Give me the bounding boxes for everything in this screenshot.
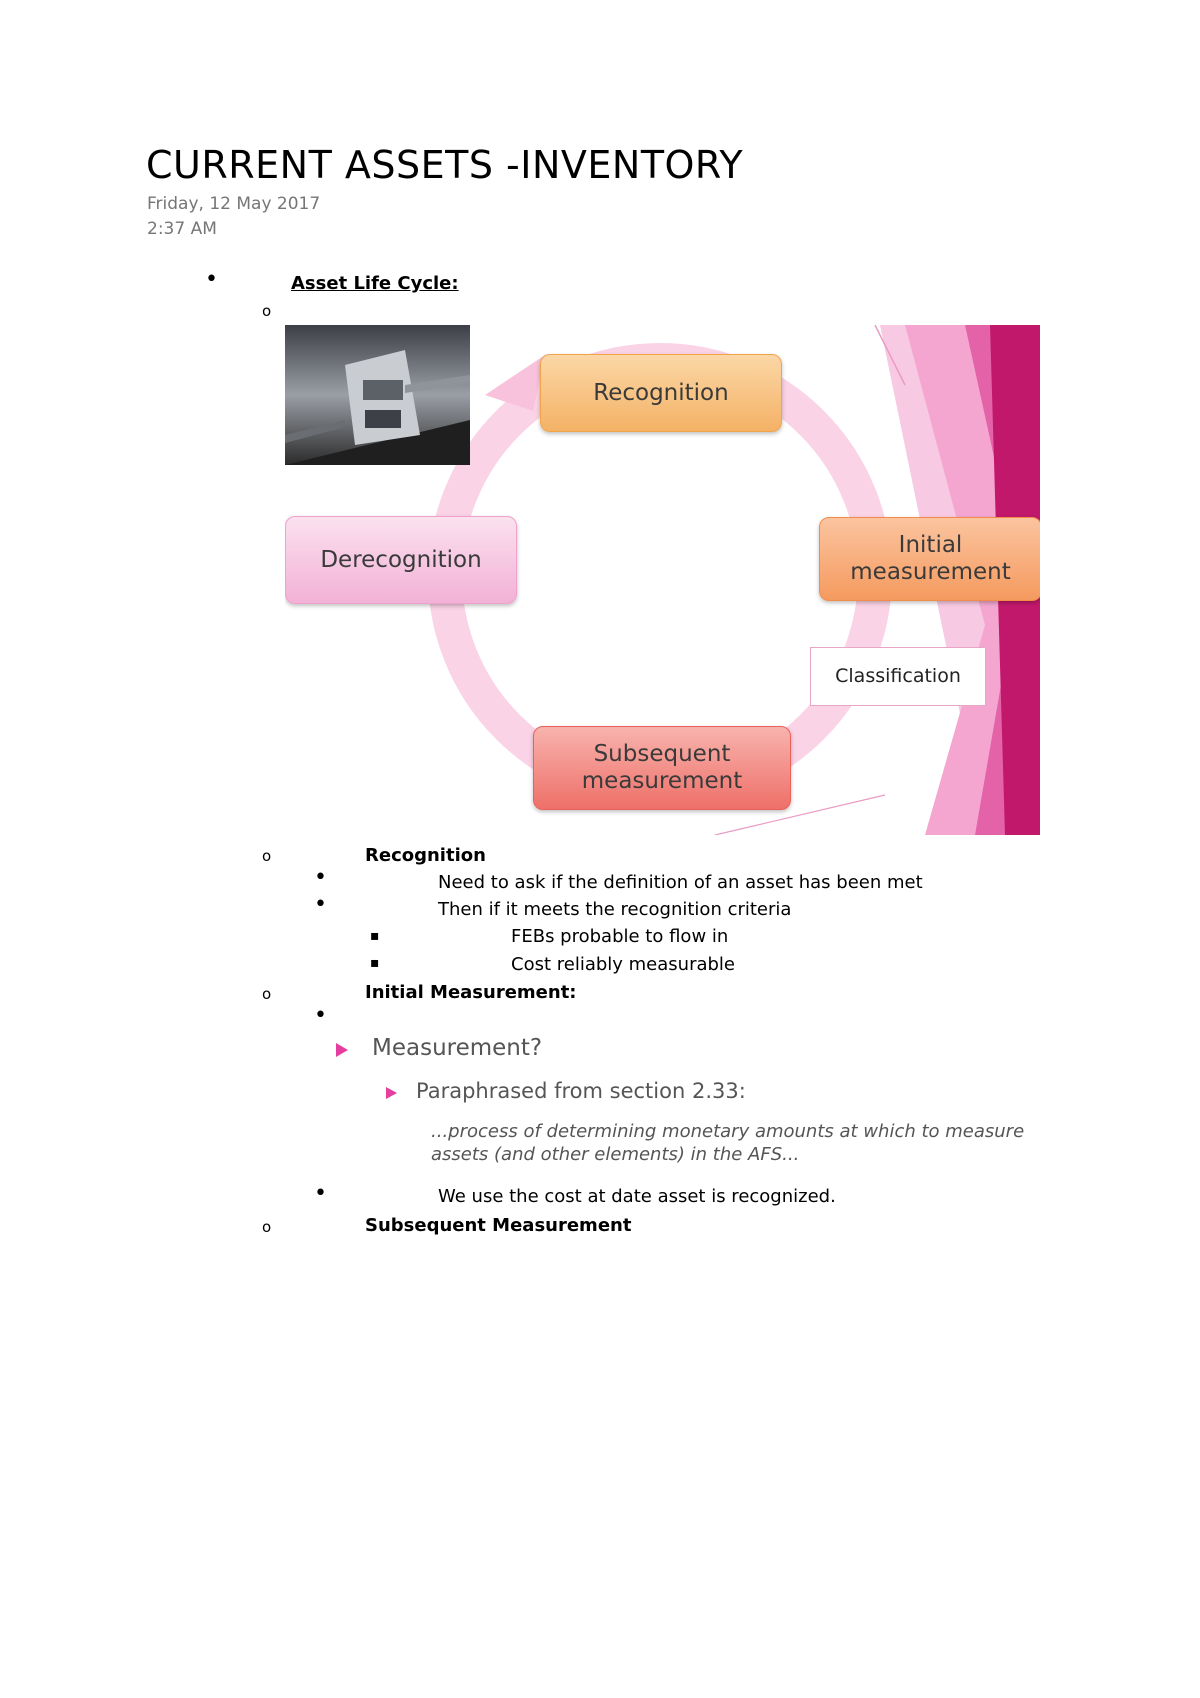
page-title: CURRENT ASSETS -INVENTORY	[146, 143, 744, 187]
bullet-disc	[205, 271, 218, 290]
initial-box-line1: Initial	[898, 532, 963, 558]
classification-box	[810, 647, 986, 706]
bullet-circle	[262, 302, 271, 320]
bullet-disc	[314, 1007, 327, 1026]
derecognition-box-label: Derecognition	[320, 546, 482, 573]
slide-quote	[431, 1120, 1024, 1166]
page-time: 2:37 AM	[147, 219, 217, 239]
slide-subtitle: Paraphrased from section 2.33:	[416, 1079, 746, 1103]
subsequent-measurement-box	[533, 726, 791, 810]
triangle-bullet-icon	[336, 1043, 348, 1057]
initial-measurement-box	[819, 517, 1040, 601]
recognition-heading: Recognition	[365, 845, 486, 866]
subsequent-box-line2: measurement	[581, 768, 743, 794]
recognition-point: Then if it meets the recognition criteria	[438, 899, 792, 920]
derecognition-box	[285, 516, 517, 604]
bullet-disc	[314, 869, 327, 888]
bullet-square	[370, 926, 380, 945]
triangle-bullet-icon	[386, 1087, 397, 1099]
initial-measurement-heading: Initial Measurement:	[365, 982, 577, 1003]
subsequent-box-line1: Subsequent	[593, 741, 731, 767]
bullet-disc	[314, 1185, 327, 1204]
bullet-circle	[262, 1218, 271, 1236]
slide-quote-line: ...process of determining monetary amounts at which to measure	[431, 1121, 1025, 1142]
slide-quote-line: assets (and other elements) in the AFS...	[431, 1144, 800, 1165]
initial-measurement-point: We use the cost at date asset is recognized.	[438, 1186, 836, 1207]
subsequent-measurement-heading: Subsequent Measurement	[365, 1215, 632, 1236]
recognition-box	[540, 354, 782, 432]
section-heading: Asset Life Cycle:	[291, 273, 459, 294]
page-date: Friday, 12 May 2017	[147, 194, 321, 214]
truck-photo	[285, 325, 470, 465]
initial-box-line2: measurement	[850, 559, 1011, 585]
bullet-disc	[314, 896, 327, 915]
recognition-box-label: Recognition	[593, 379, 729, 406]
recognition-criterion: FEBs probable to flow in	[511, 926, 729, 947]
bullet-circle	[262, 985, 271, 1003]
bullet-square	[370, 953, 380, 972]
asset-life-cycle-diagram	[285, 325, 1040, 835]
slide-title: Measurement?	[372, 1035, 543, 1061]
recognition-point: Need to ask if the definition of an asset has been met	[438, 872, 923, 893]
bullet-circle	[262, 847, 271, 865]
recognition-criterion: Cost reliably measurable	[511, 954, 736, 975]
classification-box-label: Classification	[835, 665, 961, 687]
